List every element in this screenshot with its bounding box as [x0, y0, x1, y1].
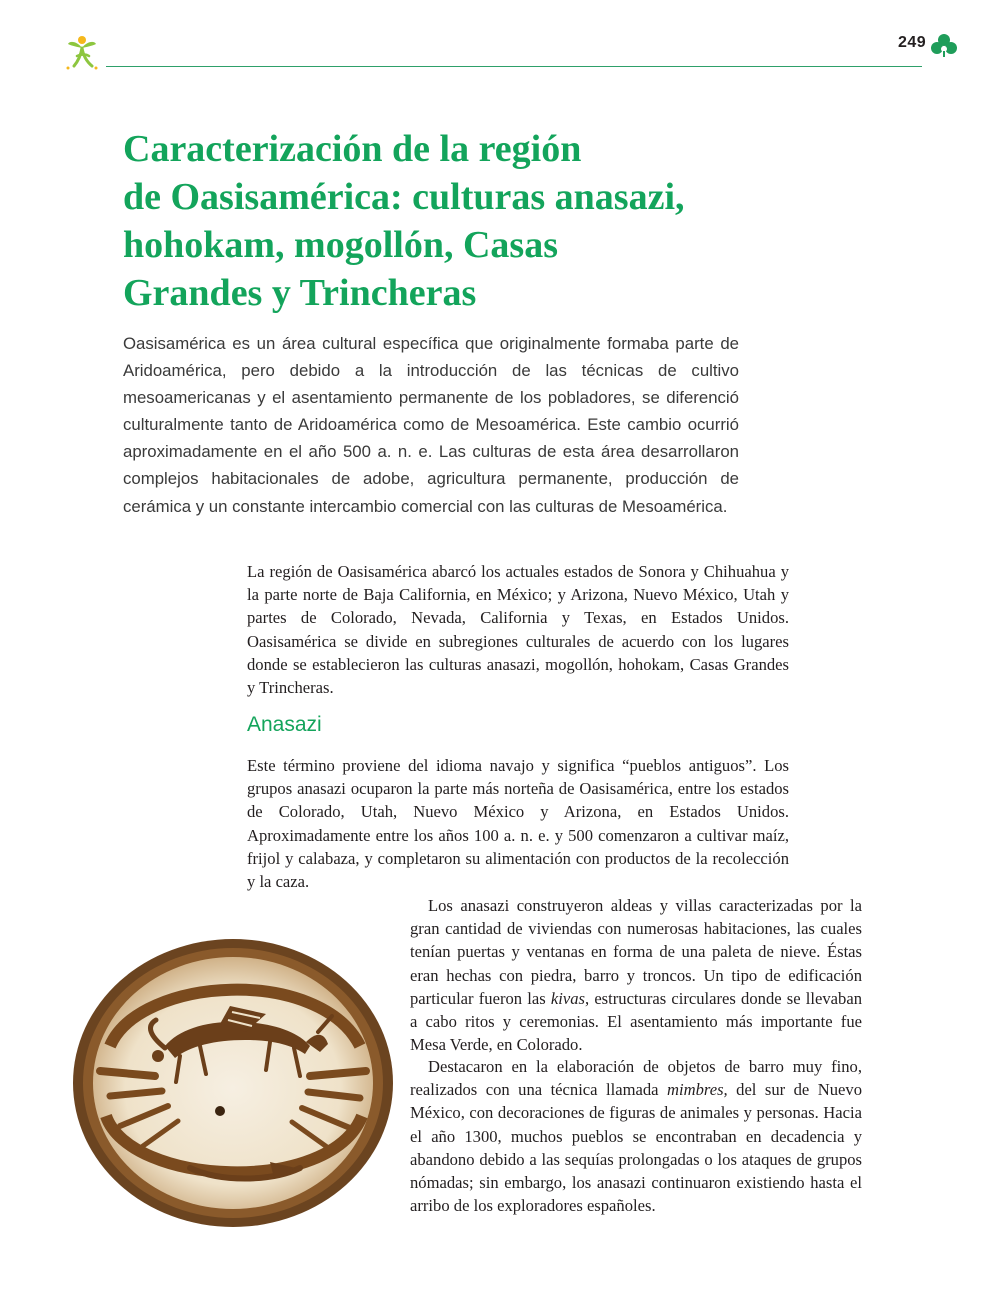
page-number: 249: [898, 34, 927, 51]
anasazi-paragraph-3: [410, 1055, 862, 1217]
text-run: del sur de Nuevo México, con decoraciones de figuras de animales y personas. Hacia el año 1300, muchos pueblos se encontraban en decadencia y abandono debido a las sequías prolongadas o los ataques de grupos nómadas; sin embargo, los anasazi continuaron existiendo hasta el arribo de los exploradores españoles.: [410, 1080, 862, 1216]
intro-paragraph: Oasisamérica es un área cultural específica que originalmente formaba parte de Aridoamérica, pero debido a la introducción de las técnicas de cultivo mesoamericanas y el asentamiento permanente de los pobladores, se diferenció culturalmente tanto de Aridoamérica como de Mesoamérica. Este cambio ocurrió aproximadamente en el año 500 a. n. e. Las culturas de esta área desarrollaron complejos habitacionales de adobe, agricultura permanente, producción de cerámica y un constante intercambio comercial con las culturas de Mesoamérica.: [123, 334, 739, 516]
title-line: hohokam, mogollón, Casas: [123, 224, 558, 266]
region-paragraph: La región de Oasisamérica abarcó los actuales estados de Sonora y Chihuahua y la parte norte de Baja California, en México; y Arizona, Nuevo México, Utah y partes de Colorado, Nevada, California y Texas, en Estados Unidos. Oasisamérica se divide en subregiones culturales de acuerdo con los lugares donde se establecieron las culturas anasazi, mogollón, hohokam, Casas Grandes y Trincheras.: [247, 562, 789, 698]
term-mimbres: mimbres,: [667, 1080, 728, 1100]
clover-icon: [930, 32, 958, 58]
text-run: Los anasazi construyeron aldeas y villas caracterizadas por la gran cantidad de viviendas con numerosas habitaciones, las cuales tenían puertas y ventanas en forma de una paleta de nieve. Éstas eran hechas con piedra, barro y troncos. Un tipo de edificación particular fueron las: [410, 896, 862, 1008]
text-run: , estructuras circulares donde se llevaban a cabo ritos y ceremonias. El asentamiento más importante fue Mesa Verde, en Colorado.: [410, 988, 862, 1055]
text-run: Destacaron en la elaboración de objetos de barro muy fino, realizados con una técnica llamada: [410, 1057, 862, 1100]
mimbres-bowl-icon: [70, 936, 396, 1230]
page-title: [123, 125, 763, 317]
term-kivas: kivas: [550, 988, 585, 1008]
section-heading-anasazi: Anasazi: [247, 713, 322, 736]
title-line: de Oasisamérica: culturas anasazi,: [123, 176, 685, 218]
header-rule: [106, 66, 922, 67]
anasazi-paragraph-2: [410, 894, 862, 1056]
sprout-figure-icon: [60, 30, 104, 74]
anasazi-paragraph-1: Este término proviene del idioma navajo y significa “pueblos antiguos”. Los grupos anasazi ocuparon la parte más norteña de Oasisamérica, entre los estados de Colorado, Utah, Nuevo México y Arizona, en Estados Unidos. Aproximadamente entre los años 100 a. n. e. y 500 comenzaron a cultivar maíz, frijol y calabaza, y completaron su alimentación con productos de la recolección y la caza.: [247, 756, 789, 892]
title-line: Caracterización de la región: [123, 128, 582, 170]
title-line: Grandes y Trincheras: [123, 272, 477, 314]
